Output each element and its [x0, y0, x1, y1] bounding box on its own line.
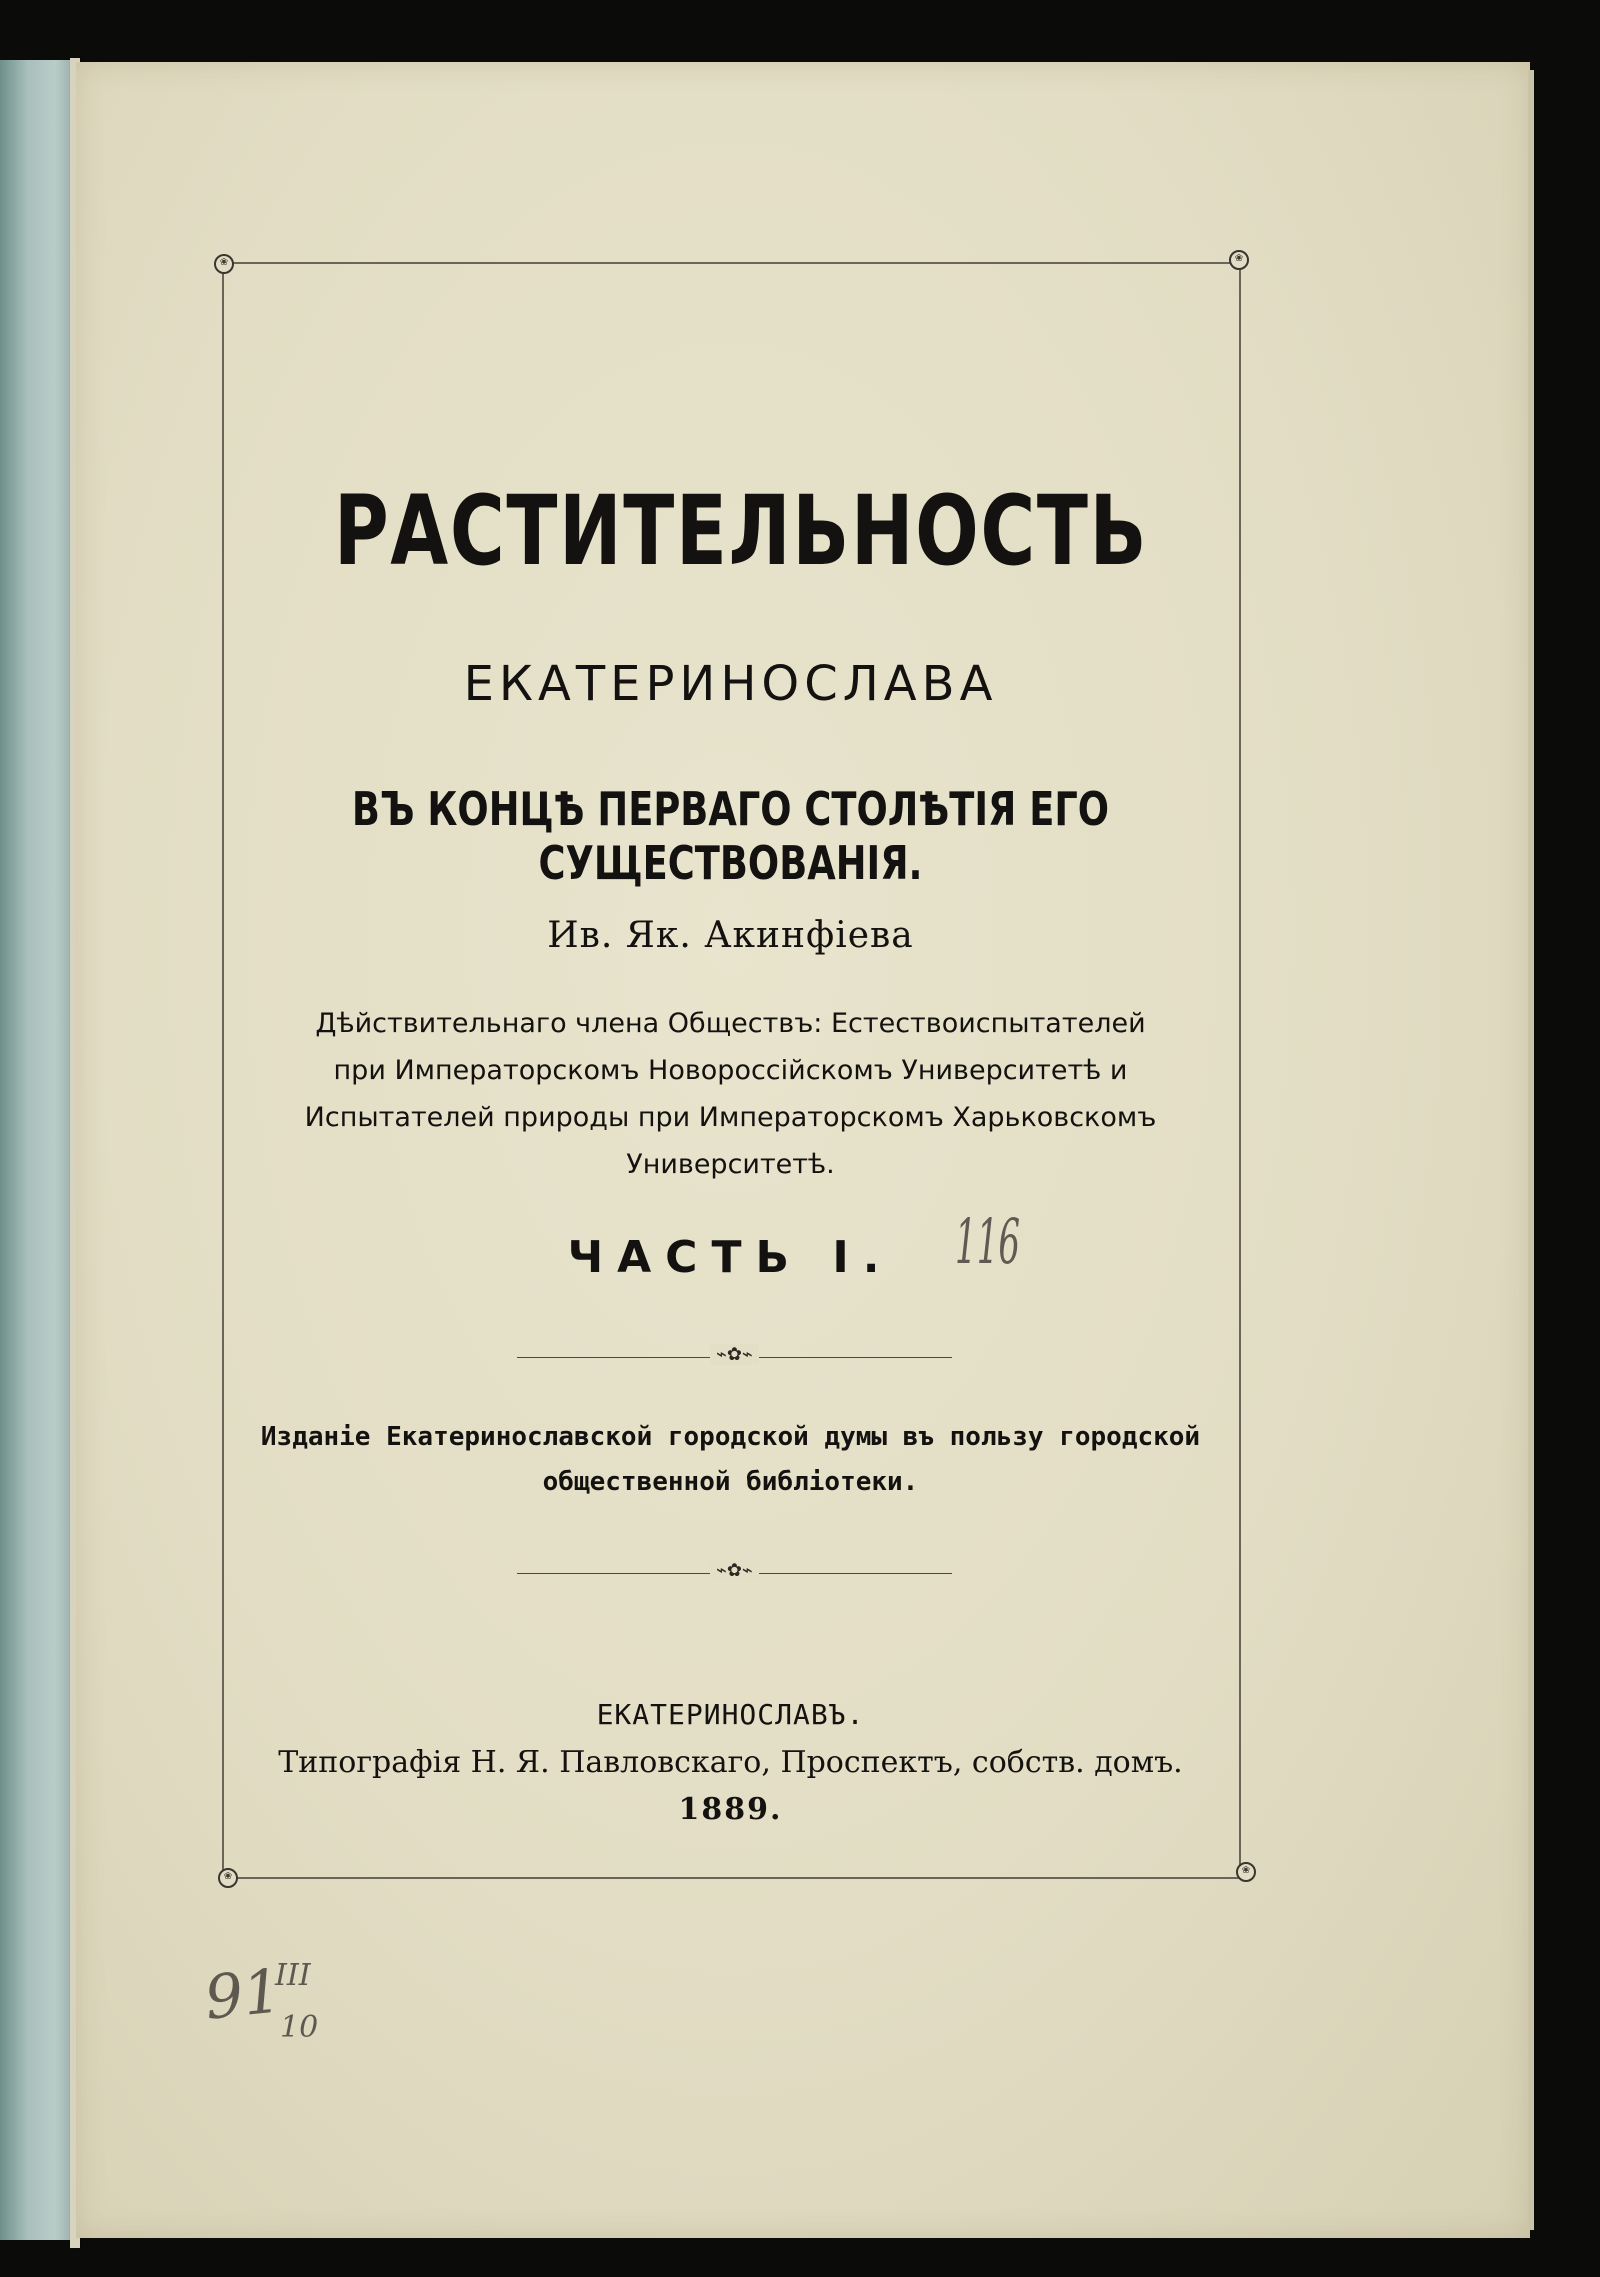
handwritten-shelfmark-roman: III	[275, 1958, 311, 1993]
membership-line: Испытателей природы при Императорскомъ Харьковскомъ	[304, 1102, 1157, 1133]
imprint-year: 1889.	[678, 1792, 783, 1827]
imprint-city: ЕКАТЕРИНОСЛАВЪ.	[596, 1698, 865, 1731]
author-membership	[222, 1000, 1239, 1188]
book-spine	[0, 60, 78, 2240]
subtitle-city: ЕКАТЕРИНОСЛАВА	[463, 656, 998, 712]
corner-ornament-icon: ❀	[218, 1868, 238, 1888]
membership-line: при Императорскомъ Новороссійскомъ Университетѣ и	[333, 1055, 1128, 1086]
edition-line: общественной библіотеки.	[542, 1467, 919, 1497]
imprint-printer: Типографія Н. Я. Павловскаго, Проспектъ, собств. домъ.	[278, 1745, 1183, 1780]
subtitle-period: ВЪ КОНЦѢ ПЕРВАГО СТОЛѢТІЯ ЕГО СУЩЕСТВОВАНІЯ.	[351, 782, 1110, 890]
part-number: ЧАСТЬ I.	[567, 1232, 894, 1283]
book-title: РАСТИТЕЛЬНОСТЬ	[333, 475, 1149, 587]
corner-ornament-icon: ❀	[214, 254, 234, 274]
page-edge	[1528, 70, 1534, 2230]
handwritten-shelfmark: 91	[201, 1956, 285, 2034]
membership-line: Дѣйствительнаго члена Обществъ: Естествоиспытателей	[315, 1008, 1146, 1039]
divider-ornament-icon: ⌁✿⌁	[710, 1344, 759, 1365]
divider-ornament-icon: ⌁✿⌁	[710, 1560, 759, 1581]
handwritten-number: 116	[955, 1205, 1021, 1278]
author-name: Ив. Як. Акинфіева	[547, 915, 914, 956]
edition-note	[222, 1415, 1239, 1505]
membership-line: Университетѣ.	[626, 1149, 835, 1180]
corner-ornament-icon: ❀	[1236, 1862, 1256, 1882]
corner-ornament-icon: ❀	[1229, 250, 1249, 270]
handwritten-shelfmark-denominator: 10	[280, 2010, 319, 2045]
edition-line: Изданіе Екатеринославской городской думы въ пользу городской	[260, 1422, 1201, 1452]
